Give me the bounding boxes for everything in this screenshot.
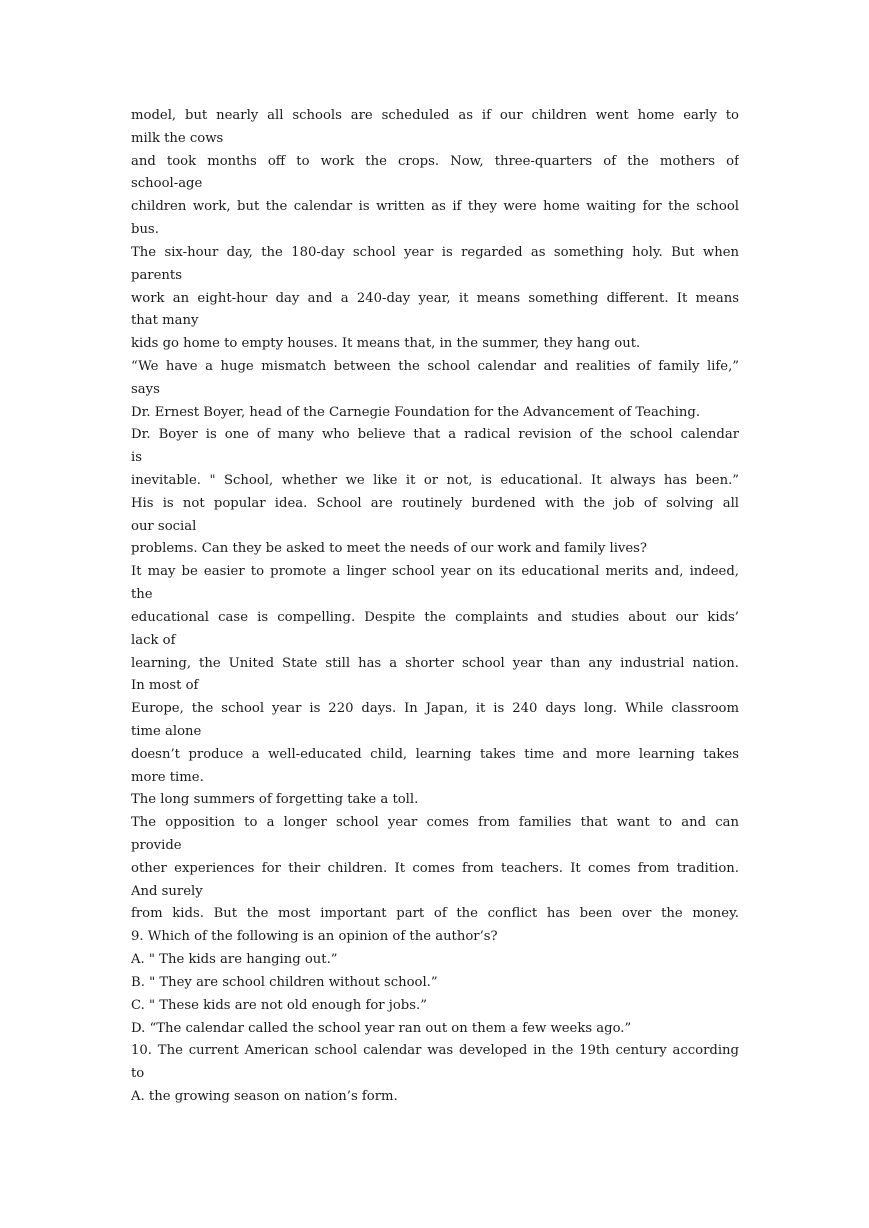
text-line: inevitable. " School, whether we like it or not, is educational. It always has been.” — [131, 473, 739, 488]
question-9: 9. Which of the following is an opinion of the author’s? — [131, 929, 498, 945]
text-line: And surely — [131, 883, 203, 899]
text-line: children work, but the calendar is written as if they were home waiting for the school — [131, 199, 739, 215]
option-a: A. " The kids are hanging out.” — [131, 952, 338, 968]
text-line: school-age — [131, 176, 203, 192]
text-line: learning, the United State still has a shorter school year than any industrial nation. — [131, 655, 739, 671]
text-line: is — [131, 450, 142, 466]
text-line: The opposition to a longer school year comes from families that want to and can — [131, 815, 739, 831]
text-line: doesn’t produce a well-educated child, learning takes time and more learning takes — [131, 746, 739, 762]
text-line: milk the cows — [131, 130, 224, 146]
text-line: the — [131, 587, 153, 603]
option-d: D. “The calendar called the school year ran out on them a few weeks ago.” — [131, 1020, 632, 1036]
text-line: In most of — [131, 678, 199, 694]
text-line: The six-hour day, the 180-day school year is regarded as something holy. But when — [131, 244, 739, 260]
text-line: other experiences for their children. It comes from teachers. It comes from tradition. — [131, 860, 739, 876]
text-line: our social — [131, 518, 197, 534]
text-line: problems. Can they be asked to meet the needs of our work and family lives? — [131, 541, 648, 557]
question-10: 10. The current American school calendar was developed in the 19th century according — [131, 1043, 739, 1059]
text-line: His is not popular idea. School are routinely burdened with the job of solving all — [131, 495, 739, 511]
text-line: and took months off to work the crops. Now, three-quarters of the mothers of — [131, 153, 739, 169]
text-line: It may be easier to promote a linger school year on its educational merits and, indeed, — [131, 564, 739, 580]
text-line: that many — [131, 313, 199, 329]
text-line: lack of — [131, 632, 176, 648]
text-line: more time. — [131, 769, 204, 785]
text-line: “We have a huge mismatch between the school calendar and realities of family life,” — [131, 358, 739, 374]
text-line: Dr. Boyer is one of many who believe that a radical revision of the school calendar — [131, 427, 739, 443]
text-line: kids go home to empty houses. It means that, in the summer, they hang out. — [131, 336, 641, 352]
text-line: bus. — [131, 222, 159, 238]
text-line: educational case is compelling. Despite the complaints and studies about our kids’ — [131, 609, 739, 625]
text-line: Dr. Ernest Boyer, head of the Carnegie Foundation for the Advancement of Teaching. — [131, 404, 701, 420]
text-line: time alone — [131, 723, 202, 739]
option-a: A. the growing season on nation’s form. — [131, 1088, 398, 1104]
text-line: says — [131, 381, 160, 397]
option-c: C. " These kids are not old enough for jobs.” — [131, 997, 427, 1013]
text-line: to — [131, 1066, 145, 1082]
text-line: provide — [131, 838, 182, 853]
option-b: B. " They are school children without school.” — [131, 974, 438, 990]
text-line: from kids. But the most important part of the conflict has been over the money. — [131, 906, 739, 922]
text-line: parents — [131, 267, 182, 283]
text-line: model, but nearly all schools are scheduled as if our children went home early to — [131, 108, 739, 123]
text-line: Europe, the school year is 220 days. In Japan, it is 240 days long. While classroom — [131, 701, 739, 717]
text-line: The long summers of forgetting take a toll. — [131, 792, 419, 808]
document-body — [131, 105, 739, 1109]
text-line: work an eight-hour day and a 240-day year, it means something different. It means — [131, 290, 739, 306]
